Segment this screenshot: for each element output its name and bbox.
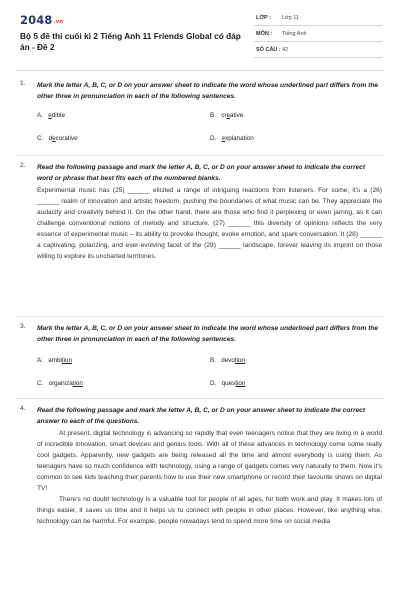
passage-paragraph: Experimental music has (25) ______ elicited a range of intriguing reactions from listeners. For some, it's a (26) ______ realm of innovation and artistic freedom, pushing the boundaries of what music can be. They appreciate the audacity and creativity behind it. On the other hand, there are those who find it perplexing or even jarring, as it can challenge conventional notions of melody and structure. (27) ______ this diversity of opinions reflects the very essence of experimental music – its ability to provoke thought, evoke emotion, and spark conversation. It (28) ______ a captivating, polarizing, and ever-evolving facet of the (29) ______ landscape, forever leaving its imprint on those willing to explore its uncharted territories. bbox=[37, 187, 382, 260]
question-4 bbox=[20, 405, 382, 600]
option-a[interactable]: A. ambition bbox=[37, 357, 73, 364]
question-2 bbox=[20, 162, 382, 312]
meta-value: 42 bbox=[282, 47, 289, 53]
passage-paragraph: At present, digital technology is advancing so rapidly that even teenagers notice that they are living in a world of incredible innovation, smart devices and genius tools. With all of these advances in technology come some really cool gadgets. Apparently, new gadgets are being released all the time and almost everybody is using them. As teenagers have so much confidence with technology, using a range of gadgets comes very naturally to them. Now it's common to see kids teaching their parents how to use their new smartphone or record their favourite shows on digital TV! bbox=[37, 430, 382, 492]
reading-passage bbox=[37, 428, 382, 527]
meta-value: Lớp 11 bbox=[282, 15, 299, 21]
question-divider bbox=[16, 155, 384, 156]
meta-row-subject bbox=[254, 28, 382, 42]
question-3 bbox=[20, 323, 382, 393]
question-instruction: Mark the letter A, B, C, or D on your answer sheet to indicate the word whose underlined part differs from the other three in pronunciation in each of the following sentences. bbox=[37, 325, 379, 343]
option-a[interactable]: A. edible bbox=[37, 112, 66, 119]
option-d[interactable]: D. question bbox=[210, 380, 246, 387]
question-instruction: Read the following passage and mark the letter A, B, C, or D on your answer sheet to indicate the correct answer to each of the questions. bbox=[37, 407, 366, 425]
meta-label: SỐ CÂU : bbox=[256, 47, 281, 53]
meta-row-class bbox=[254, 12, 382, 26]
question-divider bbox=[16, 316, 384, 317]
option-b[interactable]: B. devotion bbox=[210, 357, 246, 364]
option-c[interactable]: C. organization bbox=[37, 380, 83, 387]
option-c[interactable]: C. decorative bbox=[37, 135, 78, 142]
document-title: Bộ 5 đề thi cuối kì 2 Tiếng Anh 11 Friends Global có đáp án - Đề 2 bbox=[20, 31, 241, 52]
option-d[interactable]: D. explanation bbox=[210, 135, 254, 142]
meta-value: Tiếng Anh bbox=[282, 31, 307, 37]
question-number: 3. bbox=[20, 323, 26, 330]
question-number: 2. bbox=[20, 162, 26, 169]
question-instruction: Mark the letter A, B, C, or D on your answer sheet to indicate the word whose underlined part differs from the other three in pronunciation in each of the following sentences. bbox=[37, 82, 379, 100]
passage-paragraph: There's no doubt technology is a valuable tool for people of all ages, for both work and play. It makes lots of things easier, it saves us time and it helps us to connect with people in other places. However, like anything else, technology can be harmful. For example, people nowadays tend to spend more time on social media bbox=[37, 496, 382, 525]
reading-passage bbox=[37, 185, 382, 262]
meta-label: LỚP : bbox=[256, 15, 271, 21]
option-b[interactable]: B. creative bbox=[210, 112, 244, 119]
question-number: 4. bbox=[20, 405, 26, 412]
meta-row-question-count bbox=[254, 44, 382, 58]
question-divider bbox=[16, 398, 384, 399]
meta-label: MÔN : bbox=[256, 31, 273, 37]
question-number: 1. bbox=[20, 80, 26, 87]
site-logo[interactable]: 2048.vn bbox=[20, 13, 64, 27]
document-meta bbox=[254, 12, 382, 60]
question-1 bbox=[20, 80, 382, 150]
question-instruction: Read the following passage and mark the letter A, B, C, or D on your answer sheet to indicate the correct word or phrase that best fits each of the numbered blanks. bbox=[37, 164, 366, 182]
header-divider bbox=[16, 70, 384, 71]
document-header bbox=[20, 12, 382, 62]
